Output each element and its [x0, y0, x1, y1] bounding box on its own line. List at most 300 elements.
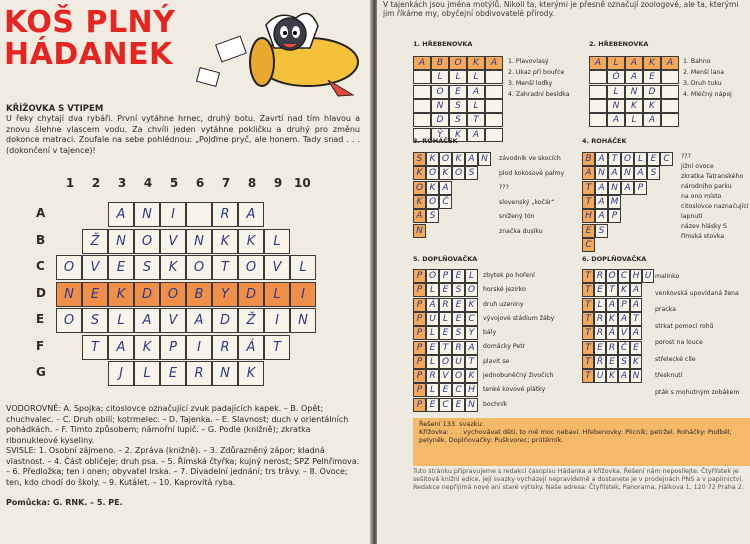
grid-cell[interactable]: A	[186, 308, 212, 333]
puzzle-cell[interactable]: D	[431, 113, 449, 127]
puzzle-cell[interactable]: B	[582, 152, 595, 166]
grid-cell[interactable]: P	[160, 335, 186, 360]
puzzle-cell[interactable]: H	[465, 383, 478, 397]
footer-text: Tuto stránku připravujeme s redakcí časopisu Hádanka a křížovka. Řešení nám neposílejte. Čtyřlístek je sešitová knižní edice, její svazky vycházejí nepravidelně a dostanete je v prodejnách PNS a v papírnictví. Redakce nepřijímá nové ani staré výtisky. Naše adresa: Čtyřlístek, Panorama, Hálkova 1, 120 72 Praha 2.	[413, 468, 744, 491]
grid-cell[interactable]: A	[108, 335, 134, 360]
puzzle-cell[interactable]: A	[630, 298, 642, 312]
grid-cell[interactable]: O	[56, 308, 82, 333]
grid-cell[interactable]: O	[160, 282, 186, 307]
puzzle-cell[interactable]: K	[426, 181, 439, 195]
puzzle-cell[interactable]: A	[630, 283, 642, 297]
puzzle-cell[interactable]: N	[478, 152, 491, 166]
puzzle-cell[interactable]: A	[608, 166, 621, 180]
page-title-line2: HÁDANEK	[4, 37, 173, 72]
puzzle-cell[interactable]: K	[643, 56, 661, 70]
grid-cell[interactable]: A	[108, 202, 134, 227]
puzzle-cell[interactable]: T	[465, 355, 478, 369]
clue: 1. Bahno	[683, 58, 711, 65]
puzzle-cell[interactable]: T	[582, 269, 594, 283]
puzzle-clues-5	[483, 269, 554, 412]
clue: horské jezírko	[483, 286, 526, 294]
grid-cell[interactable]: N	[56, 282, 82, 307]
puzzle-cell[interactable]	[485, 70, 503, 84]
down-clues: SVISLE: 1. Osobní zájmeno. – 2. Zpráva (knižně). – 3. Zdůrazněný zápor; kladná vlastnost. – 4. Část obličeje; druh psa. – 5. Římská čtyřka; kujný nerost; SPZ Pelhřimova. – 6. Předložka; ten i onen; obyvatel Irska. – 7. Divadelní jednání; trs trávy. – 8. Ovoce; ten, kdo chodí do školy. – 9. Kutálet. – 10. Kaprovitá ryba.	[6, 446, 360, 487]
puzzle-cell[interactable]: A	[413, 56, 431, 70]
puzzle-cell[interactable]: O	[465, 283, 478, 297]
puzzle-cell[interactable]: M	[608, 195, 621, 209]
puzzle-cell[interactable]: A	[607, 113, 625, 127]
grid-cell[interactable]: D	[238, 282, 264, 307]
grid-cell[interactable]: E	[108, 255, 134, 280]
puzzle-cell[interactable]: L	[426, 355, 439, 369]
puzzle-cell[interactable]: E	[449, 85, 467, 99]
row-letter: D	[36, 286, 46, 300]
grid-cell[interactable]: N	[186, 229, 212, 254]
puzzle-cell[interactable]	[589, 99, 607, 113]
puzzle-cell[interactable]: B	[431, 56, 449, 70]
puzzle-cell[interactable]: E	[439, 326, 452, 340]
clue: ???	[681, 153, 691, 160]
clue: plod kokosové palmy	[499, 169, 565, 177]
col-number: 5	[169, 176, 179, 190]
grid-cell[interactable]: D	[212, 308, 238, 333]
grid-cell[interactable]: I	[290, 282, 316, 307]
puzzle-cell[interactable]: L	[467, 99, 485, 113]
puzzle-cell[interactable]: E	[439, 283, 452, 297]
puzzle-cell[interactable]: A	[589, 56, 607, 70]
grid-cell[interactable]: L	[290, 255, 316, 280]
puzzle-cell[interactable]: N	[431, 99, 449, 113]
puzzle-cell[interactable]: P	[618, 298, 630, 312]
puzzle-cell[interactable]: O	[426, 166, 439, 180]
puzzle-cell[interactable]: U	[426, 312, 439, 326]
puzzle-cell[interactable]: A	[595, 152, 608, 166]
puzzle-cell[interactable]: N	[413, 224, 426, 238]
grid-cell[interactable]	[186, 202, 212, 227]
puzzle-cell[interactable]: Č	[618, 341, 630, 355]
puzzle-cell[interactable]: E	[647, 152, 660, 166]
puzzle-cell[interactable]: O	[426, 195, 439, 209]
puzzle-cell[interactable]: E	[452, 312, 465, 326]
puzzle-cell[interactable]: T	[582, 326, 594, 340]
puzzle-cell[interactable]: N	[625, 85, 643, 99]
clue: 3. Druh tuku	[683, 80, 722, 87]
puzzle-cell[interactable]: P	[439, 269, 452, 283]
grid-cell[interactable]: N	[290, 308, 316, 333]
puzzle-cell[interactable]: A	[634, 166, 647, 180]
puzzle-cell[interactable]: L	[594, 298, 606, 312]
clue: bochník	[483, 400, 508, 408]
grid-cell[interactable]: O	[56, 255, 82, 280]
puzzle-cell[interactable]: L	[426, 383, 439, 397]
puzzle-cell[interactable]: S	[595, 224, 608, 238]
row-letter: E	[36, 312, 45, 326]
clue: na ono místo	[681, 193, 722, 200]
puzzle-cell[interactable]: P	[413, 283, 426, 297]
puzzle-cell[interactable]: A	[625, 70, 643, 84]
puzzle-cell[interactable]: L	[467, 70, 485, 84]
puzzle-cell[interactable]: L	[439, 312, 452, 326]
puzzle-cell[interactable]	[589, 85, 607, 99]
puzzle-cell[interactable]: L	[426, 326, 439, 340]
puzzle-cell[interactable]: O	[426, 269, 439, 283]
grid-cell[interactable]: Ž	[238, 308, 264, 333]
grid-cell[interactable]: O	[238, 255, 264, 280]
row-letter: G	[36, 365, 46, 379]
clue: tenké kovové plátky	[483, 386, 546, 394]
puzzle-cell[interactable]: R	[452, 341, 465, 355]
puzzle-cell[interactable]: C	[618, 269, 630, 283]
puzzle-cell[interactable]: R	[426, 369, 439, 383]
puzzle-cell[interactable]: T	[630, 312, 642, 326]
clue: snížený tón	[499, 213, 535, 220]
puzzle-cell[interactable]: L	[426, 283, 439, 297]
intro-text-right: V tajenkách jsou jména motýlů. Nikoli ta, kterými je přesně označují zoologové, ale ta, kterými jim říkáme my, obyčejní obdivovatelé přírody.	[383, 0, 739, 18]
puzzle-cell[interactable]: A	[582, 166, 595, 180]
puzzle-title-1: 1. HŘEBENOVKA	[413, 40, 473, 48]
puzzle-cell[interactable]: A	[595, 209, 608, 223]
puzzle-cell[interactable]: P	[413, 326, 426, 340]
puzzle-cell[interactable]: K	[439, 166, 452, 180]
puzzle-cell[interactable]: C	[439, 398, 452, 412]
puzzle-cell[interactable]: H	[630, 269, 642, 283]
clue: třesknutí	[655, 372, 683, 379]
puzzle-cell[interactable]: T	[582, 298, 594, 312]
puzzle-cell[interactable]	[413, 85, 431, 99]
puzzle-cell[interactable]: O	[439, 152, 452, 166]
col-number: 6	[195, 176, 205, 190]
puzzle-cell[interactable]	[413, 113, 431, 127]
clue: pták s mohutným zobákem	[655, 388, 740, 396]
puzzle-cell[interactable]: L	[431, 70, 449, 84]
grid-cell[interactable]: L	[264, 282, 290, 307]
puzzle-cell[interactable]: O	[606, 269, 618, 283]
row-letter: C	[36, 259, 45, 273]
puzzle-cell[interactable]: A	[467, 85, 485, 99]
clue: římská stovka	[681, 233, 725, 240]
puzzle-cell[interactable]: E	[594, 283, 606, 297]
grid-cell[interactable]: S	[134, 255, 160, 280]
puzzle-cell[interactable]: T	[582, 283, 594, 297]
puzzle-cell[interactable]: A	[413, 209, 426, 223]
puzzle-cell[interactable]: K	[467, 56, 485, 70]
puzzle-cell[interactable]: E	[452, 298, 465, 312]
puzzle-cell[interactable]: P	[413, 369, 426, 383]
puzzle-cell[interactable]: S	[618, 355, 630, 369]
grid-cell[interactable]: N	[212, 361, 238, 386]
puzzle-cell[interactable]	[661, 113, 679, 127]
grid-cell[interactable]: O	[134, 229, 160, 254]
puzzle-cell[interactable]: E	[594, 341, 606, 355]
puzzle-cell[interactable]: S	[452, 283, 465, 297]
grid-cell[interactable]: I	[186, 335, 212, 360]
puzzle-cell[interactable]: T	[582, 195, 595, 209]
puzzle-cell[interactable]: O	[452, 166, 465, 180]
puzzle-cell[interactable]: E	[426, 398, 439, 412]
puzzle-cell[interactable]	[485, 99, 503, 113]
grid-cell[interactable]: T	[82, 335, 108, 360]
col-number: 8	[247, 176, 257, 190]
puzzle-cell[interactable]: A	[595, 181, 608, 195]
clue: 4. Mléčný nápoj	[683, 91, 732, 98]
puzzle-clues-1	[508, 56, 570, 100]
puzzle-cell[interactable]: K	[606, 369, 618, 383]
puzzle-cell[interactable]: K	[625, 99, 643, 113]
grid-cell[interactable]: V	[264, 255, 290, 280]
puzzle-cell[interactable]: A	[595, 195, 608, 209]
puzzle-cell[interactable]: R	[606, 341, 618, 355]
puzzle-cell[interactable]: A	[606, 298, 618, 312]
puzzle-cell[interactable]: A	[621, 181, 634, 195]
grid-cell[interactable]: A	[134, 308, 160, 333]
clue: citoslovce naznačující lapnutí	[681, 203, 749, 220]
puzzle-cell[interactable]: A	[485, 56, 503, 70]
puzzle-cell[interactable]: S	[413, 152, 426, 166]
puzzle-cell[interactable]: K	[465, 298, 478, 312]
puzzle-cell[interactable]	[589, 70, 607, 84]
puzzle-cell[interactable]: P	[413, 269, 426, 283]
grid-cell[interactable]: K	[108, 282, 134, 307]
grid-cell[interactable]: I	[160, 202, 186, 227]
puzzle-cell[interactable]: O	[413, 181, 426, 195]
puzzle-cell[interactable]: L	[449, 70, 467, 84]
puzzle-cell[interactable]: P	[413, 355, 426, 369]
puzzle-cell[interactable]: Ř	[594, 355, 606, 369]
puzzle-cell[interactable]	[413, 99, 431, 113]
puzzle-cell[interactable]: C	[465, 312, 478, 326]
puzzle-cell[interactable]: L	[634, 152, 647, 166]
puzzle-cell[interactable]: T	[606, 283, 618, 297]
grid-cell[interactable]: Y	[212, 282, 238, 307]
col-number: 1	[65, 176, 75, 190]
puzzle-cell[interactable]: L	[607, 85, 625, 99]
puzzle-cell[interactable]: C	[582, 238, 595, 252]
puzzle-cell[interactable]: T	[467, 113, 485, 127]
puzzle-cell[interactable]: T	[608, 152, 621, 166]
puzzle-cell[interactable]	[661, 85, 679, 99]
puzzle-cell[interactable]: A	[618, 369, 630, 383]
puzzle-cell[interactable]: N	[465, 398, 478, 412]
puzzle-cell[interactable]: E	[630, 341, 642, 355]
grid-cell[interactable]: B	[186, 282, 212, 307]
grid-cell[interactable]: A	[238, 202, 264, 227]
puzzle-cell[interactable]: U	[642, 269, 654, 283]
page-title-line1: KOŠ PLNÝ	[4, 5, 176, 40]
puzzle-cell[interactable]: K	[413, 195, 426, 209]
puzzle-cell[interactable]: N	[595, 166, 608, 180]
puzzle-title-6: 6. DOPLŇOVAČKA	[582, 255, 647, 263]
clue: plavit se	[483, 357, 510, 365]
grid-cell[interactable]: V	[160, 229, 186, 254]
clue: malinko	[655, 273, 680, 280]
puzzle-cell[interactable]: R	[594, 269, 606, 283]
puzzle-cell[interactable]: A	[465, 341, 478, 355]
puzzle-clues-4	[681, 152, 749, 242]
puzzle-cell[interactable]: P	[634, 181, 647, 195]
puzzle-cell[interactable]: C	[452, 383, 465, 397]
puzzle-cell[interactable]: S	[647, 166, 660, 180]
puzzle-cell[interactable]: A	[661, 56, 679, 70]
puzzle-cell[interactable]: A	[465, 152, 478, 166]
puzzle-cell[interactable]: P	[608, 209, 621, 223]
grid-cell[interactable]: L	[264, 229, 290, 254]
puzzle-cell[interactable]: S	[465, 166, 478, 180]
puzzle-cell[interactable]: Ý	[431, 128, 449, 142]
puzzle-cell[interactable]: O	[439, 355, 452, 369]
puzzle-cell[interactable]: R	[594, 312, 606, 326]
puzzle-cell[interactable]: P	[413, 341, 426, 355]
grid-cell[interactable]: V	[160, 308, 186, 333]
puzzle-cell[interactable]: O	[449, 56, 467, 70]
puzzle-cell[interactable]: N	[608, 181, 621, 195]
grid-cell[interactable]: K	[212, 229, 238, 254]
puzzle-cell[interactable]: K	[449, 128, 467, 142]
puzzle-title-5: 5. DOPLŇOVAČKA	[413, 255, 478, 263]
row-letter: B	[36, 233, 46, 247]
puzzle-cell[interactable]	[485, 128, 503, 142]
grid-cell[interactable]: R	[212, 202, 238, 227]
puzzle-cell[interactable]: O	[452, 369, 465, 383]
puzzle-cell[interactable]: K	[413, 166, 426, 180]
puzzle-cell[interactable]: Á	[426, 298, 439, 312]
puzzle-cell[interactable]: K	[606, 312, 618, 326]
grid-cell[interactable]: O	[186, 255, 212, 280]
puzzle-cell[interactable]: A	[467, 128, 485, 142]
puzzle-cell[interactable]: T	[582, 312, 594, 326]
puzzle-cell[interactable]: T	[582, 181, 595, 195]
col-number: 9	[273, 176, 283, 190]
solution-box	[413, 418, 750, 466]
puzzle-cell[interactable]: A	[618, 312, 630, 326]
grid-cell[interactable]: T	[212, 255, 238, 280]
section-title: KŘÍŽOVKA S VTIPEM	[6, 104, 104, 114]
grid-cell[interactable]: S	[82, 308, 108, 333]
puzzle-cell[interactable]: P	[413, 312, 426, 326]
grid-cell[interactable]: L	[134, 361, 160, 386]
grid-cell[interactable]: E	[160, 361, 186, 386]
clue: závodník ve skocích	[499, 155, 561, 162]
clue: zkratka Tatranského národního parku	[681, 173, 744, 190]
left-page	[0, 0, 372, 544]
puzzle-cell[interactable]: E	[426, 341, 439, 355]
puzzle-cell[interactable]: K	[426, 152, 439, 166]
clue: 3. Menší loďky	[508, 80, 553, 87]
puzzle-cell[interactable]: O	[621, 152, 634, 166]
puzzle-title-3: 3. ROHÁČEK	[413, 137, 458, 145]
puzzle-cell[interactable]: E	[582, 224, 595, 238]
grid-cell[interactable]: E	[82, 282, 108, 307]
puzzle-cell[interactable]: C	[660, 152, 673, 166]
puzzle-cell[interactable]: K	[452, 152, 465, 166]
puzzle-cell[interactable]: A	[643, 113, 661, 127]
col-number: 4	[143, 176, 153, 190]
grid-cell[interactable]: Á	[238, 335, 264, 360]
puzzle-cell[interactable]: O	[431, 85, 449, 99]
grid-cell[interactable]: N	[134, 202, 160, 227]
puzzle-cell[interactable]: N	[621, 166, 634, 180]
puzzle-cell[interactable]: E	[606, 355, 618, 369]
puzzle-cell[interactable]: K	[465, 369, 478, 383]
puzzle-cell[interactable]: E	[452, 269, 465, 283]
grid-cell[interactable]: D	[134, 282, 160, 307]
puzzle-cell[interactable]: K	[630, 355, 642, 369]
puzzle-cell[interactable]: A	[630, 326, 642, 340]
puzzle-cell[interactable]: V	[439, 369, 452, 383]
puzzle-cell[interactable]: T	[582, 369, 594, 383]
col-number: 3	[117, 176, 127, 190]
puzzle-cell[interactable]	[485, 85, 503, 99]
puzzle-cell[interactable]: E	[439, 383, 452, 397]
puzzle-cell[interactable]: Ó	[607, 70, 625, 84]
puzzle-cell[interactable]: U	[594, 369, 606, 383]
puzzle-cell[interactable]: P	[413, 398, 426, 412]
clue: střelecké cíle	[655, 355, 696, 363]
puzzle-clues-2	[683, 56, 732, 100]
puzzle-cell[interactable]: D	[643, 85, 661, 99]
grid-cell[interactable]: J	[108, 361, 134, 386]
puzzle-cell[interactable]: V	[618, 326, 630, 340]
puzzle-cell[interactable]	[413, 70, 431, 84]
puzzle-cell[interactable]: S	[449, 99, 467, 113]
grid-cell[interactable]: K	[134, 335, 160, 360]
puzzle-cell[interactable]: P	[413, 383, 426, 397]
puzzle-cell[interactable]: L	[607, 56, 625, 70]
clue: vývojové stádium žáby	[483, 314, 555, 322]
puzzle-clues-3	[499, 152, 564, 239]
puzzle-cell[interactable]: S	[452, 326, 465, 340]
puzzle-cell[interactable]: Á	[606, 326, 618, 340]
puzzle-cell[interactable]: T	[439, 341, 452, 355]
puzzle-cell[interactable]: L	[465, 269, 478, 283]
puzzle-cell[interactable]: E	[452, 398, 465, 412]
puzzle-cell[interactable]: N	[607, 99, 625, 113]
puzzle-cell[interactable]	[485, 113, 503, 127]
grid-cell[interactable]: R	[186, 361, 212, 386]
puzzle-cell[interactable]	[661, 70, 679, 84]
grid-cell[interactable]: T	[264, 335, 290, 360]
grid-cell[interactable]: I	[264, 308, 290, 333]
puzzle-cell[interactable]: N	[630, 369, 642, 383]
puzzle-cell[interactable]: U	[452, 355, 465, 369]
puzzle-cell[interactable]: S	[426, 209, 439, 223]
puzzle-cell[interactable]: K	[643, 99, 661, 113]
puzzle-cell[interactable]: R	[439, 298, 452, 312]
grid-cell[interactable]: R	[212, 335, 238, 360]
puzzle-cell[interactable]	[661, 99, 679, 113]
puzzle-cell[interactable]: R	[594, 326, 606, 340]
grid-cell[interactable]: L	[108, 308, 134, 333]
grid-cell[interactable]: V	[82, 255, 108, 280]
grid-cell[interactable]: K	[160, 255, 186, 280]
puzzle-cell[interactable]: T	[582, 355, 594, 369]
puzzle-cell[interactable]: P	[413, 298, 426, 312]
grid-cell[interactable]: N	[108, 229, 134, 254]
puzzle-cell[interactable]: K	[618, 283, 630, 297]
puzzle-cell[interactable]	[589, 113, 607, 127]
puzzle-cell[interactable]: T	[582, 341, 594, 355]
grid-cell[interactable]: K	[238, 229, 264, 254]
puzzle-cell[interactable]: E	[643, 70, 661, 84]
puzzle-cell[interactable]: S	[449, 113, 467, 127]
puzzle-cell[interactable]: A	[625, 56, 643, 70]
puzzle-cell[interactable]: H	[582, 209, 595, 223]
puzzle-cell[interactable]: Č	[439, 195, 452, 209]
puzzle-cell[interactable]: Y	[465, 326, 478, 340]
puzzle-cell[interactable]: L	[625, 113, 643, 127]
puzzle-cell[interactable]: A	[439, 181, 452, 195]
grid-cell[interactable]: Ž	[82, 229, 108, 254]
grid-cell[interactable]: K	[238, 361, 264, 386]
